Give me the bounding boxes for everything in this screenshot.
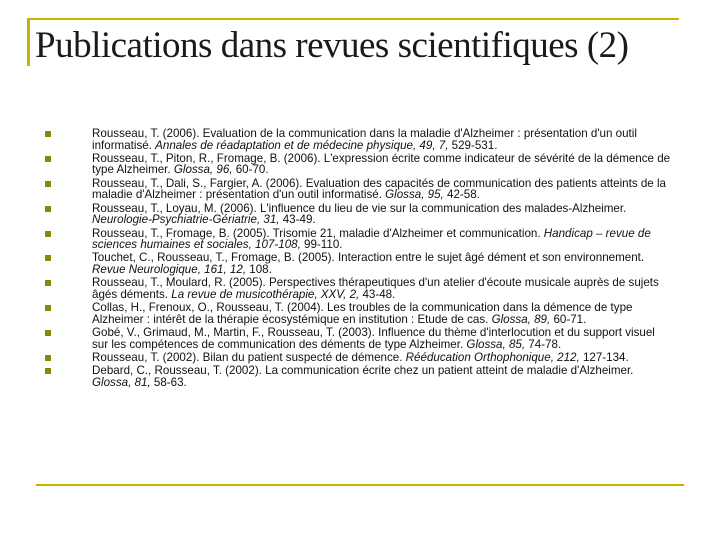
list-item	[40, 252, 672, 275]
reference-text: Gobé, V., Grimaud, M., Martin, F., Rousseau, T. (2003). Influence du thème d'interlocution et du support visuel sur les compétences de communication des déments de type Alzheimer.	[92, 326, 655, 351]
square-bullet-icon	[45, 181, 51, 187]
reference-journal: Annales de réadaptation et de médecine physique, 49, 7,	[155, 138, 449, 152]
reference-journal: La revue de musicothérapie, XXV, 2,	[171, 287, 360, 301]
reference-pages: 43-49.	[279, 213, 316, 227]
reference-pages: 42-58.	[443, 188, 480, 202]
reference-text: Rousseau, T., Moulard, R. (2005). Perspectives thérapeutiques d'un atelier d'écoute musicale auprès de sujets âgés déments.	[92, 276, 659, 301]
footer-divider	[36, 484, 684, 486]
reference-journal: Glossa, 95,	[385, 188, 444, 202]
reference-text: Rousseau, T. (2006). Evaluation de la communication dans la maladie d'Alzheimer : présentation d'un outil informatisé.	[92, 127, 637, 152]
reference-text: Rousseau, T., Dali, S., Fargier, A. (2006). Evaluation des capacités de communication des patients atteints de la maladie d'Alzheimer : présentation d'un outil informatisé.	[92, 176, 666, 202]
square-bullet-icon	[45, 156, 51, 162]
title-accent-vertical-bar	[27, 18, 30, 66]
square-bullet-icon	[45, 231, 51, 237]
reference-pages: 60-70.	[232, 163, 269, 177]
slide-title: Publications dans revues scientifiques (2)	[35, 25, 629, 66]
reference-text: Touchet, C., Rousseau, T., Fromage, B. (2005). Interaction entre le sujet âgé dément et son environnement.	[92, 251, 645, 265]
square-bullet-icon	[45, 206, 51, 212]
title-accent-horizontal-bar	[27, 18, 679, 20]
reference-text: Rousseau, T., Fromage, B. (2005). Trisomie 21, maladie d'Alzheimer et communication.	[92, 226, 544, 240]
reference-pages: 74-78.	[525, 337, 562, 351]
reference-pages: 99-110.	[300, 238, 343, 252]
reference-journal: Neurologie-Psychiatrie-Gériatrie, 31,	[92, 213, 280, 227]
list-item	[40, 178, 672, 201]
square-bullet-icon	[45, 355, 51, 361]
list-item	[40, 327, 672, 350]
list-item	[40, 352, 672, 364]
reference-pages: 529-531.	[448, 138, 498, 152]
reference-list	[40, 128, 672, 390]
reference-journal: Glossa, 85,	[466, 337, 526, 351]
reference-journal: Glossa, 89,	[491, 312, 551, 326]
list-item	[40, 128, 672, 151]
reference-journal: Handicap – revue de sciences humaines et sociales, 107-108,	[92, 226, 651, 252]
square-bullet-icon	[45, 330, 51, 336]
reference-text: Rousseau, T., Piton, R., Fromage, B. (2006). L'expression écrite comme indicateur de sévérité de la démence de type Alzheimer.	[92, 151, 671, 177]
reference-journal: Rééducation Orthophonique, 212,	[405, 350, 580, 364]
reference-text: Collas, H., Frenoux, O., Rousseau, T. (2004). Les troubles de la communication dans la démence de type Alzheimer : intérêt de la thérapie écosystémique en institution : Etude de cas.	[92, 301, 633, 326]
reference-pages: 127-134.	[579, 350, 629, 364]
reference-journal: Glossa, 96,	[173, 163, 233, 177]
reference-journal: Revue Neurologique, 161, 12,	[92, 262, 247, 276]
reference-text: Rousseau, T. (2002). Bilan du patient suspecté de démence.	[92, 350, 406, 364]
list-item	[40, 302, 672, 325]
list-item	[40, 228, 672, 251]
reference-text: Debard, C., Rousseau, T. (2002). La communication écrite chez un patient atteint de maladie d'Alzheimer.	[92, 364, 634, 378]
square-bullet-icon	[45, 368, 51, 374]
list-item	[40, 365, 672, 388]
square-bullet-icon	[45, 131, 51, 137]
square-bullet-icon	[45, 280, 51, 286]
square-bullet-icon	[45, 255, 51, 261]
reference-journal: Glossa, 81,	[92, 375, 151, 389]
list-item	[40, 277, 672, 300]
reference-pages: 58-63.	[150, 375, 187, 389]
reference-pages: 60-71.	[550, 312, 587, 326]
square-bullet-icon	[45, 305, 51, 311]
list-item	[40, 203, 672, 226]
reference-pages: 108.	[246, 262, 272, 276]
list-item	[40, 153, 672, 176]
reference-pages: 43-48.	[359, 287, 396, 301]
reference-text: Rousseau, T., Loyau, M. (2006). L'influence du lieu de vie sur la communication des malades-Alzheimer.	[92, 201, 627, 215]
